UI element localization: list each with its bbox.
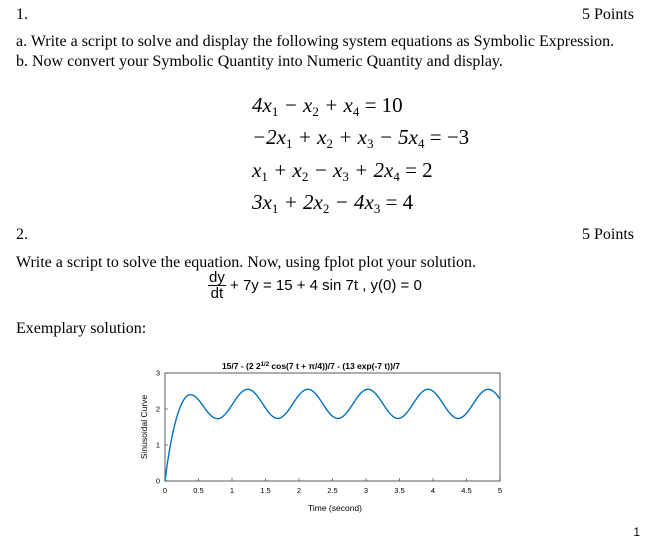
- y-axis-label: Sinusoidal Curve: [139, 394, 149, 460]
- question-1-part-a: a. Write a script to solve and display the following system equations as Symbolic Expression.: [16, 33, 615, 50]
- x-tick-label: 1: [229, 486, 235, 495]
- equation-subscript: 2: [326, 136, 333, 151]
- plot-axes-box: [165, 373, 500, 481]
- question-2-points: 5 Points: [581, 226, 634, 243]
- equation-subscript: 2: [301, 169, 309, 184]
- equation-term: − 4x: [329, 190, 374, 214]
- equation-subscript: 3: [373, 201, 381, 216]
- equation-term: x: [252, 158, 262, 182]
- equation-1: [252, 93, 469, 125]
- question-1-points: 5 Points: [581, 6, 634, 23]
- derivative-fraction: [208, 270, 226, 301]
- equation-subscript: 4: [393, 169, 400, 184]
- exemplary-label: Exemplary solution:: [16, 320, 147, 337]
- equation-subscript: 3: [342, 169, 349, 184]
- derivative-numerator: dy: [209, 269, 225, 286]
- equation-term: + 2x: [348, 158, 394, 182]
- equation-subscript: 3: [367, 136, 374, 151]
- derivative-denominator: dt: [210, 285, 224, 302]
- question-1-number: 1.: [16, 6, 28, 23]
- equation-subscript: 4: [418, 136, 425, 151]
- x-tick-label: 2.5: [327, 486, 338, 495]
- equation-subscript: 1: [286, 136, 293, 151]
- equation-term: 4x: [252, 93, 272, 117]
- page-number: 1: [633, 525, 640, 539]
- equation-term: + 2x: [278, 190, 323, 214]
- solution-plot: [135, 355, 525, 520]
- equation-rhs: = −3: [424, 125, 470, 149]
- equation-system: [252, 93, 469, 222]
- x-tick-label: 0: [162, 486, 168, 495]
- x-tick-label: 4.5: [461, 486, 472, 495]
- equation-rhs: = 2: [399, 158, 433, 182]
- equation-term: − x: [278, 93, 313, 117]
- equation-3: [252, 158, 469, 190]
- question-1-part-b: b. Now convert your Symbolic Quantity into Numeric Quantity and display.: [16, 53, 503, 70]
- x-axis-label: Time (second): [307, 503, 363, 513]
- x-tick-label: 2: [296, 486, 302, 495]
- y-tick-label: 1: [155, 440, 160, 450]
- question-2-number: 2.: [16, 226, 28, 243]
- equation-subscript: 2: [312, 104, 319, 119]
- equation-rhs: = 4: [380, 190, 414, 214]
- equation-term: + x: [333, 125, 367, 149]
- equation-subscript: 1: [271, 201, 279, 216]
- equation-term: 3x: [252, 190, 272, 214]
- x-tick-label: 1.5: [260, 486, 271, 495]
- x-tick-label: 3: [363, 486, 369, 495]
- equation-subscript: 1: [271, 104, 279, 119]
- equation-term: + x: [318, 93, 353, 117]
- y-tick-label: 0: [155, 476, 160, 486]
- x-tick-label: 0.5: [193, 486, 204, 495]
- equation-term: −2x: [252, 125, 286, 149]
- equation-term: − 5x: [373, 125, 418, 149]
- x-tick-label: 4: [430, 486, 436, 495]
- equation-subscript: 2: [322, 201, 330, 216]
- equation-subscript: 1: [261, 169, 268, 184]
- equation-rhs: = 10: [359, 93, 403, 117]
- y-tick-label: 2: [155, 404, 160, 414]
- question-2-prompt: Write a script to solve the equation. Now, using fplot plot your solution.: [16, 254, 477, 271]
- equation-term: − x: [308, 158, 343, 182]
- equation-term: + x: [292, 125, 327, 149]
- equation-4: [252, 190, 469, 222]
- differential-equation: [208, 270, 422, 301]
- y-tick-label: 3: [155, 368, 160, 378]
- equation-rest: + 7y = 15 + 4 sin 7t , y(0) = 0: [230, 277, 422, 294]
- equation-subscript: 4: [352, 104, 360, 119]
- equation-term: + x: [267, 158, 302, 182]
- plot-title: 15/7 - (2 $2^{1/2}$ cos(7 t + π/4))/7 - (13 exp(-7 t))/7: [221, 361, 401, 371]
- x-tick-label: 3.5: [394, 486, 405, 495]
- x-tick-label: 5: [497, 486, 503, 495]
- equation-2: [252, 125, 469, 158]
